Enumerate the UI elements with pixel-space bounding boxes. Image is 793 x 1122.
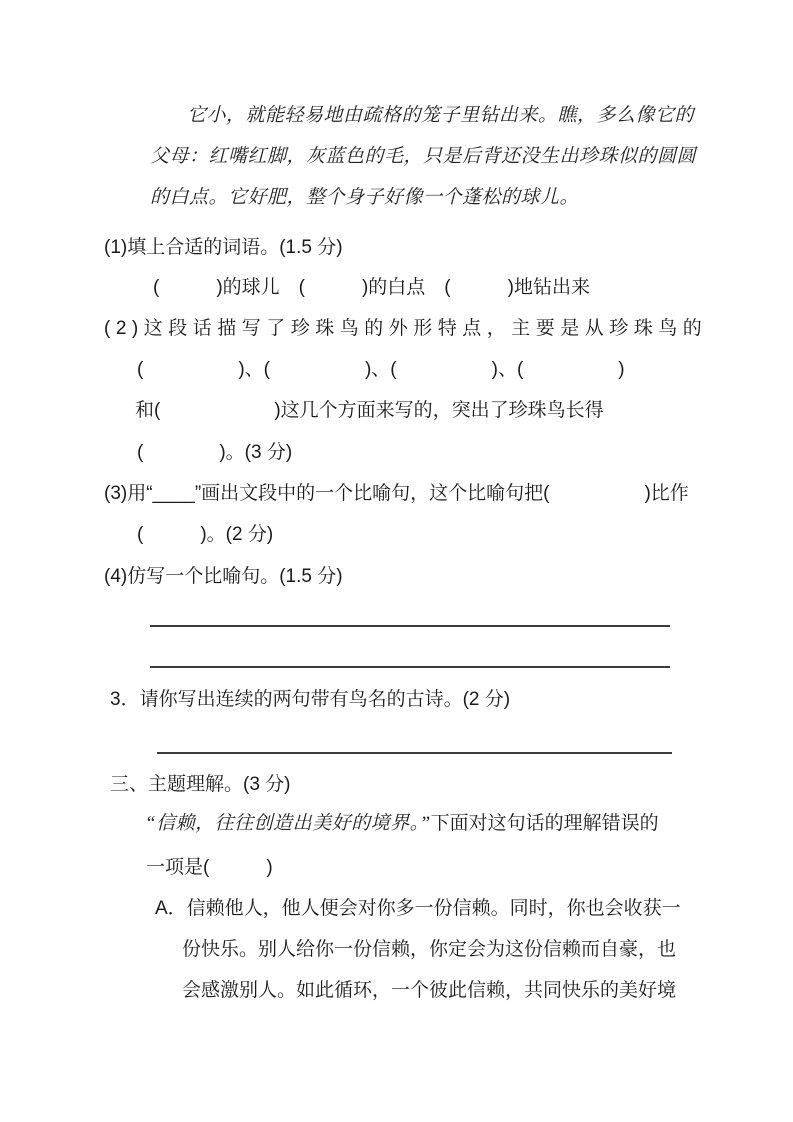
question-2-line-3: 和( )这几个方面来写的，突出了珍珠鸟长得 <box>135 400 604 421</box>
question-2-line-4: ( )。(3 分) <box>137 442 293 463</box>
answer-line-3 <box>157 752 672 754</box>
passage-line-3: 的白点。它好肥，整个身子好像一个蓬松的球儿。 <box>150 187 580 208</box>
answer-line-2 <box>150 666 670 668</box>
passage-line-1: 它小，就能轻易地由疏格的笼子里钻出来。瞧，多么像它的 <box>187 105 695 126</box>
question-poem-header: 3．请你写出连续的两句带有鸟名的古诗。(2 分) <box>110 689 511 710</box>
option-a-line-3: 会感激别人。如此循环，一个彼此信赖，共同快乐的美好境 <box>182 980 677 1001</box>
option-a-line-1: A．信赖他人，他人便会对你多一份信赖。同时，你也会收获一 <box>155 898 681 919</box>
question-4-header: (4)仿写一个比喻句。(1.5 分) <box>104 566 343 587</box>
question-1-fill-blanks: ( )的球儿 ( )的白点 ( )地钻出来 <box>153 277 590 298</box>
option-a-line-2: 份快乐。别人给你一份信赖，你定会为这份信赖而自豪，也 <box>182 939 677 960</box>
question-3-line-1: (3)用“____”画出文段中的一个比喻句，这个比喻句把( )比作 <box>104 483 689 504</box>
section-3-stem-line-1 <box>145 812 659 836</box>
section-3-header: 三、主题理解。(3 分) <box>110 774 291 795</box>
passage-line-2: 父母：红嘴红脚，灰蓝色的毛，只是后背还没生出珍珠似的圆圆 <box>150 146 697 167</box>
question-2-fill-blanks: ( )、( )、( )、( ) <box>137 359 625 380</box>
question-2-line-1: (2)这段话描写了珍珠鸟的外形特点，主要是从珍珠鸟的 <box>104 318 708 339</box>
question-3-line-2: ( )。(2 分) <box>137 524 274 545</box>
trust-quote: “信赖，往往创造出美好的境界。” <box>145 813 431 834</box>
question-1-header: (1)填上合适的词语。(1.5 分) <box>104 237 343 258</box>
stem-text: 下面对这句话的理解错误的 <box>430 813 659 834</box>
section-3-stem-line-2: 一项是( ) <box>146 857 273 878</box>
answer-line-1 <box>150 625 670 627</box>
